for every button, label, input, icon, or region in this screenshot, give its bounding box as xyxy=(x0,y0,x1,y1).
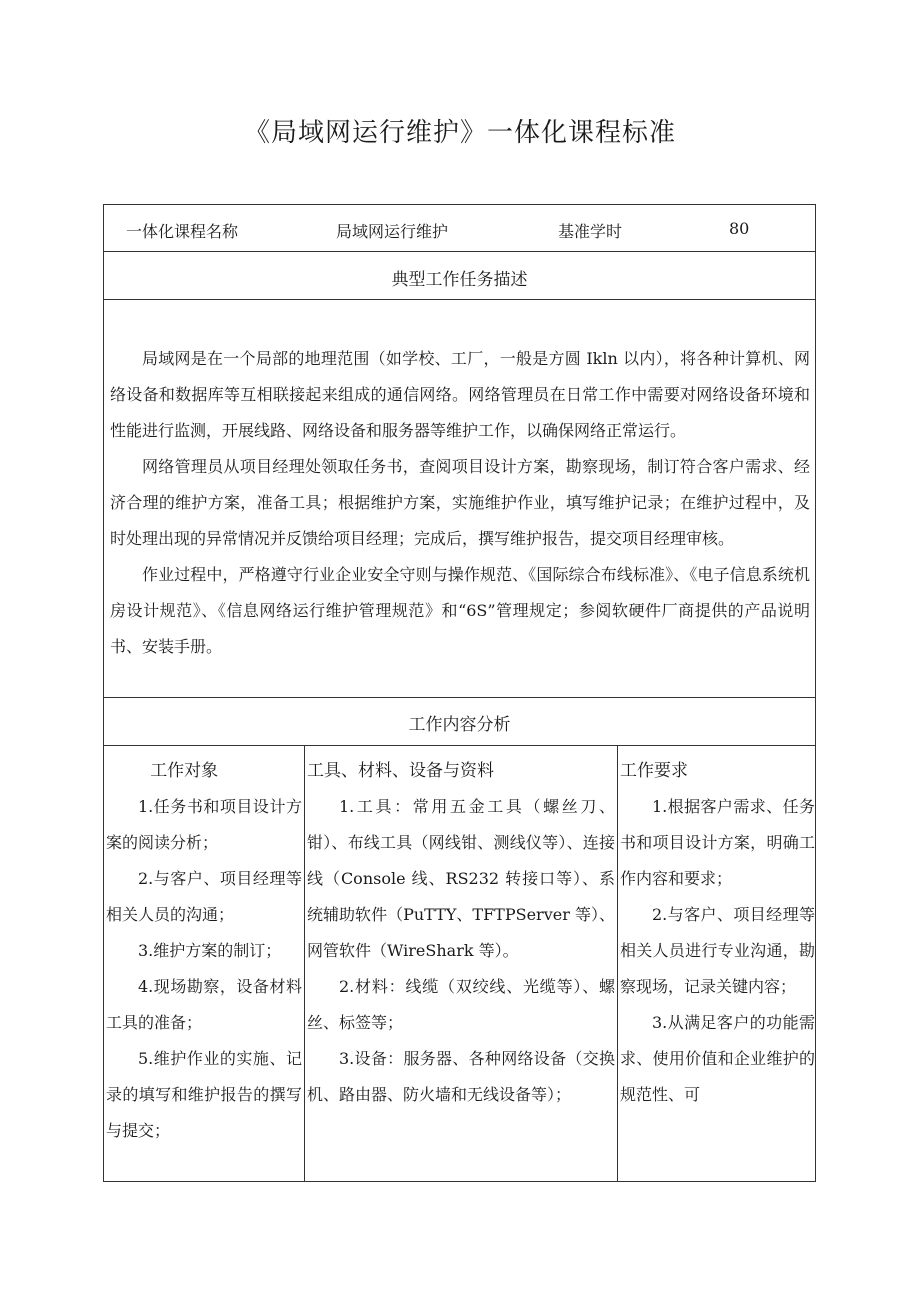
task-paragraph: 局域网是在一个局部的地理范围（如学校、工厂，一般是方圆 Ikln 以内），将各种计算机、网络设备和数据库等互相联接起来组成的通信网络。网络管理员在日常工作中需要对网络设备环境和性能进行监测，开展线路、网络设备和服务器等维护工作，以确保网络正常运行。 xyxy=(110,349,810,440)
tools-materials-item: 3.设备：服务器、各种网络设备（交换机、路由器、防火墙和无线设备等）； xyxy=(307,1049,615,1104)
work-object-item: 5.维护作业的实施、记录的填写和维护报告的撰写与提交； xyxy=(106,1049,302,1140)
divider xyxy=(104,299,815,300)
work-objects-header: 工作对象 xyxy=(150,761,219,781)
hours-label: 基准学时 xyxy=(558,222,623,241)
task-paragraph: 网络管理员从项目经理处领取任务书，查阅项目设计方案，勘察现场，制订符合客户需求、经济合理的维护方案，准备工具；根据维护方案，实施维护作业，填写维护记录；在维护过程中，及时处理出现的异常情况并反馈给项目经理；完成后，撰写维护报告，提交项目经理审核。 xyxy=(110,457,810,548)
work-requirements-header: 工作要求 xyxy=(620,761,688,781)
column-divider xyxy=(617,745,618,1181)
hours-value: 80 xyxy=(729,219,750,238)
divider xyxy=(104,745,815,746)
tools-materials-header: 工具、材料、设备与资料 xyxy=(307,761,494,781)
work-requirements-column xyxy=(620,753,815,1113)
tools-materials-column xyxy=(307,753,615,1113)
work-requirement-item: 2.与客户、项目经理等相关人员进行专业沟通，勘察现场，记录关键内容； xyxy=(620,905,815,996)
work-object-item: 3.维护方案的制订； xyxy=(138,941,282,960)
divider xyxy=(104,697,815,698)
work-object-item: 4.现场勘察，设备材料工具的准备； xyxy=(106,977,302,1032)
tools-materials-item: 1.工具：常用五金工具（螺丝刀、钳）、布线工具（网线钳、测线仪等）、连接线（Console 线、RS232 转接口等）、系统辅助软件（PuTTY、TFTPServer 等）、网管软件（WireShark 等）。 xyxy=(307,797,615,960)
task-description-heading: 典型工作任务描述 xyxy=(391,270,528,290)
tools-materials-item: 2.材料：线缆（双绞线、光缆等）、螺丝、标签等； xyxy=(307,977,615,1032)
divider xyxy=(104,251,815,252)
task-paragraph: 作业过程中，严格遵守行业企业安全守则与操作规范、《国际综合布线标准》、《电子信息系统机房设计规范》、《信息网络运行维护管理规范》和“6S”管理规定；参阅软硬件厂商提供的产品说明书、安装手册。 xyxy=(110,565,810,656)
work-object-item: 2.与客户、项目经理等相关人员的沟通； xyxy=(106,869,302,924)
column-divider xyxy=(304,745,305,1181)
work-objects-column xyxy=(106,753,302,1149)
work-requirement-item: 3.从满足客户的功能需求、使用价值和企业维护的规范性、可 xyxy=(620,1013,815,1104)
course-name-value: 局域网运行维护 xyxy=(336,222,449,241)
document-title: 《局域网运行维护》一体化课程标准 xyxy=(243,118,676,148)
work-object-item: 1.任务书和项目设计方案的阅读分析； xyxy=(106,797,302,852)
course-standard-table xyxy=(103,204,816,1182)
course-name-label: 一体化课程名称 xyxy=(126,222,239,241)
work-requirement-item: 1.根据客户需求、任务书和项目设计方案，明确工作内容和要求； xyxy=(620,797,815,888)
work-content-heading: 工作内容分析 xyxy=(408,715,511,735)
